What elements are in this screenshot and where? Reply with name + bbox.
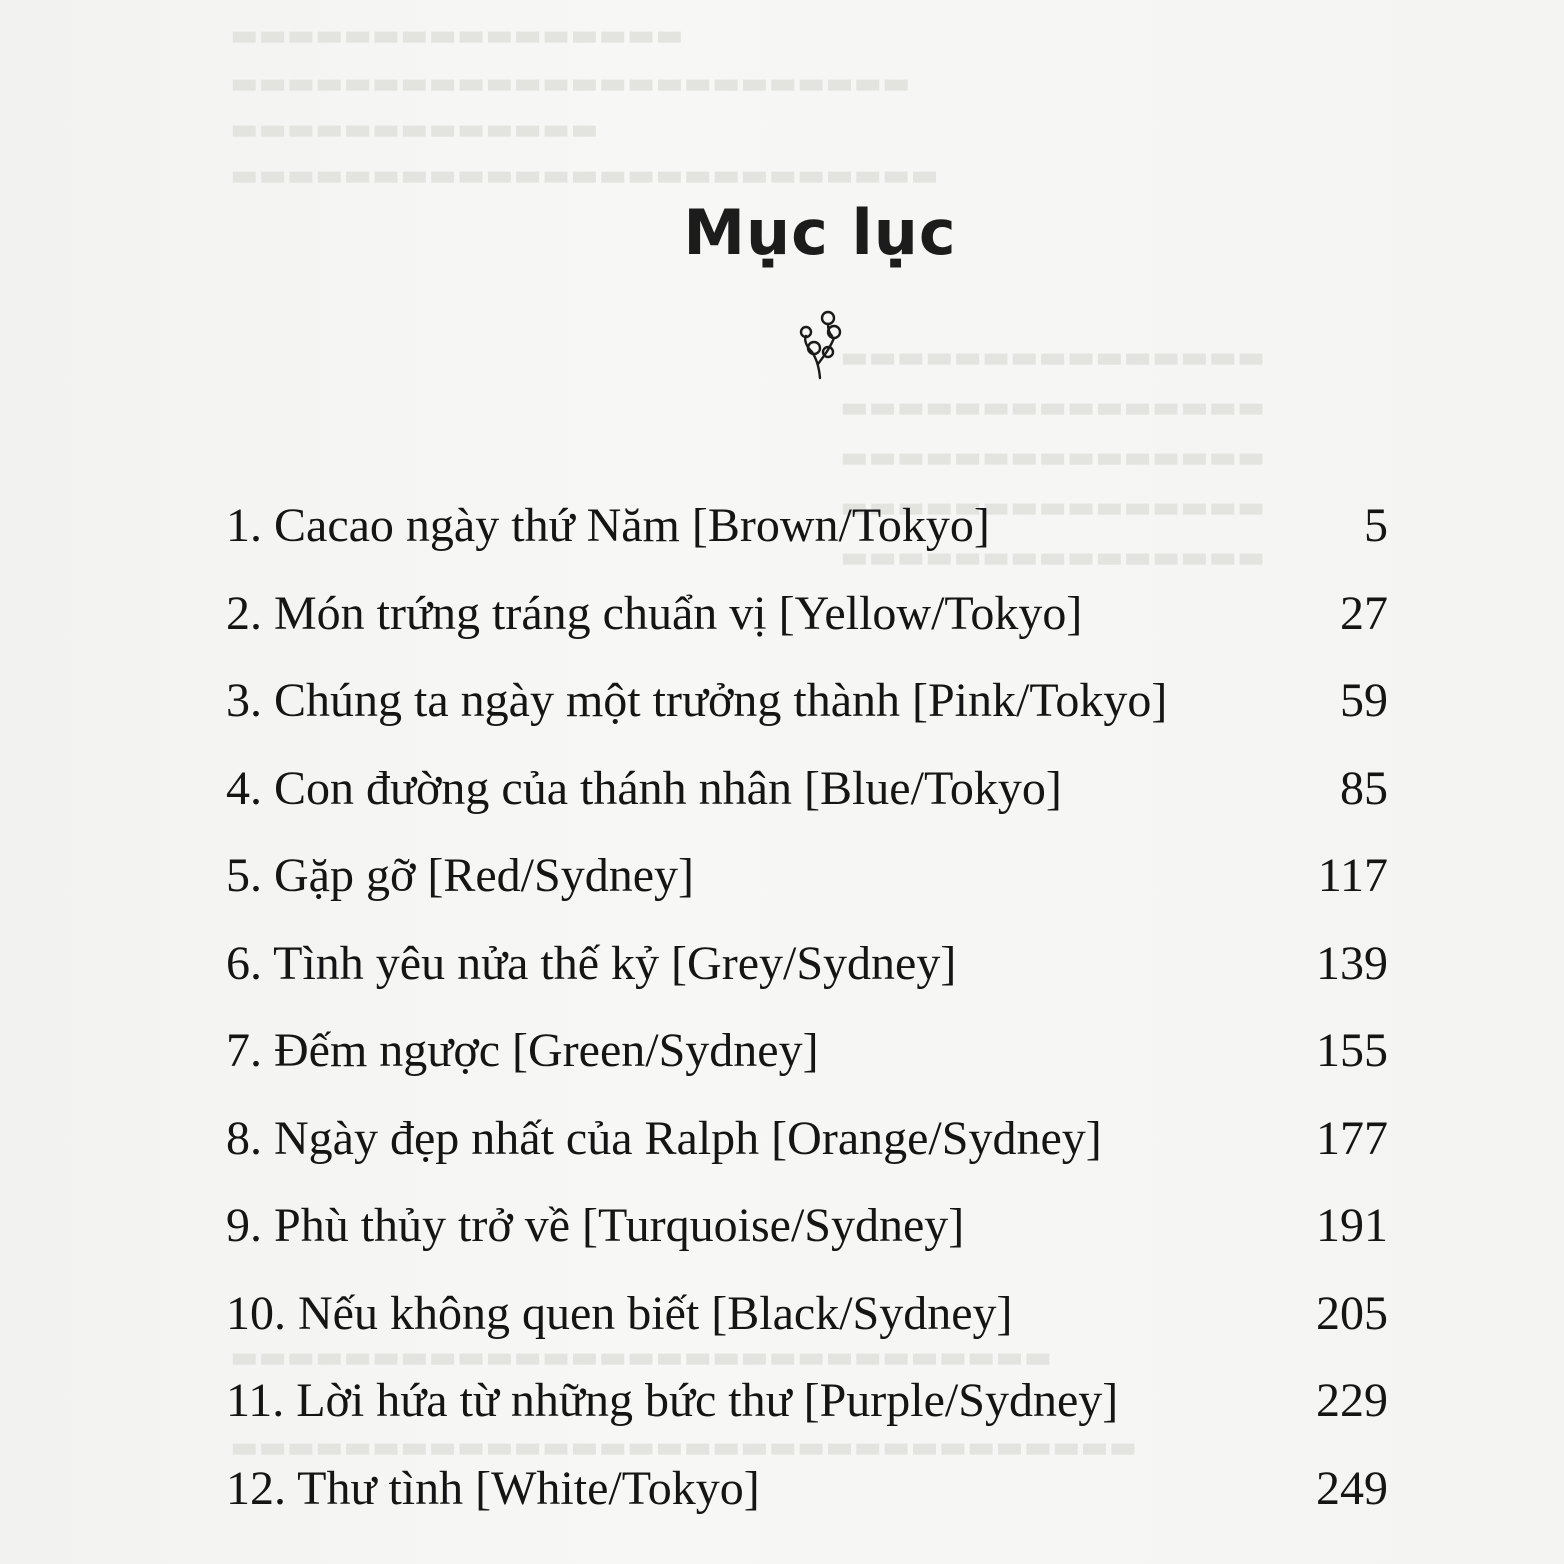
toc-entry-title: 9. Phù thủy trở về [Turquoise/Sydney] xyxy=(226,1199,965,1252)
toc-entry-title: 3. Chúng ta ngày một trưởng thành [Pink/Tokyo] xyxy=(226,674,1168,727)
show-through-text: ▬▬▬▬▬▬▬▬▬▬▬▬▬▬▬▬▬▬▬▬▬▬▬▬ xyxy=(230,66,911,101)
show-through-text: ▬▬▬▬▬▬▬▬▬▬▬▬▬▬▬▬▬▬▬▬▬▬▬▬▬▬▬▬▬▬▬▬ xyxy=(230,1430,1138,1465)
toc-entry-page: 191 xyxy=(1316,1199,1388,1252)
toc-entry-page: 139 xyxy=(1316,936,1388,990)
toc-entry xyxy=(226,584,1388,672)
toc-entry-page: 85 xyxy=(1340,761,1388,815)
show-through-text: ▬▬▬▬▬▬▬▬▬▬▬▬▬▬▬ xyxy=(840,540,1266,575)
toc-entry-page: 249 xyxy=(1316,1461,1388,1515)
page-title: Mục lục xyxy=(683,196,957,269)
toc-entry-title: 1. Cacao ngày thứ Năm [Brown/Tokyo] xyxy=(226,499,990,552)
toc-entry xyxy=(226,1284,1388,1372)
show-through-text: ▬▬▬▬▬▬▬▬▬▬▬▬▬▬▬▬ xyxy=(230,18,684,53)
toc-entry-page: 177 xyxy=(1316,1111,1388,1165)
toc-entry-title: 5. Gặp gỡ [Red/Sydney] xyxy=(226,849,694,902)
toc-entry-title: 4. Con đường của thánh nhân [Blue/Tokyo] xyxy=(226,761,1062,815)
toc-entry xyxy=(226,1109,1388,1197)
toc-entry-page: 59 xyxy=(1340,674,1388,727)
floral-ornament-icon xyxy=(792,308,848,380)
toc-entry-title: 2. Món trứng tráng chuẩn vị [Yellow/Tokyo] xyxy=(226,586,1083,640)
toc-entry xyxy=(226,496,1388,584)
show-through-text: ▬▬▬▬▬▬▬▬▬▬▬▬▬▬▬ xyxy=(840,490,1266,525)
toc-entry-title: 7. Đếm ngược [Green/Sydney] xyxy=(226,1024,819,1077)
toc-entry xyxy=(226,759,1388,847)
toc-entry xyxy=(226,1021,1388,1109)
show-through-text: ▬▬▬▬▬▬▬▬▬▬▬▬▬▬▬ xyxy=(840,390,1266,425)
toc-entry-page: 5 xyxy=(1364,499,1388,552)
toc-entry-page: 229 xyxy=(1316,1374,1388,1427)
toc-entry-page: 205 xyxy=(1316,1286,1388,1340)
toc-entry-page: 27 xyxy=(1340,586,1388,640)
toc-entry-title: 12. Thư tình [White/Tokyo] xyxy=(226,1461,760,1515)
toc-entry-title: 8. Ngày đẹp nhất của Ralph [Orange/Sydney] xyxy=(226,1111,1102,1165)
table-of-contents xyxy=(226,496,1388,1546)
show-through-text: ▬▬▬▬▬▬▬▬▬▬▬▬▬▬▬ xyxy=(840,440,1266,475)
toc-entry xyxy=(226,1459,1388,1547)
toc-entry xyxy=(226,671,1388,759)
show-through-text: ▬▬▬▬▬▬▬▬▬▬▬▬▬▬▬▬▬▬▬▬▬▬▬▬▬ xyxy=(230,158,939,193)
show-through-text: ▬▬▬▬▬▬▬▬▬▬▬▬▬▬▬ xyxy=(840,340,1266,375)
toc-entry xyxy=(226,1196,1388,1284)
toc-entry-page: 155 xyxy=(1316,1024,1388,1077)
toc-entry xyxy=(226,1371,1388,1459)
toc-entry-title: 11. Lời hứa từ những bức thư [Purple/Sydney] xyxy=(226,1374,1119,1427)
toc-entry xyxy=(226,846,1388,934)
toc-entry-page: 117 xyxy=(1317,849,1388,902)
toc-entry xyxy=(226,934,1388,1022)
toc-entry-title: 10. Nếu không quen biết [Black/Sydney] xyxy=(226,1286,1013,1340)
toc-entry-title: 6. Tình yêu nửa thế kỷ [Grey/Sydney] xyxy=(226,936,957,990)
show-through-text: ▬▬▬▬▬▬▬▬▬▬▬▬▬ xyxy=(230,112,599,147)
show-through-text: ▬▬▬▬▬▬▬▬▬▬▬▬▬▬▬▬▬▬▬▬▬▬▬▬▬▬▬▬▬ xyxy=(230,1340,1052,1375)
